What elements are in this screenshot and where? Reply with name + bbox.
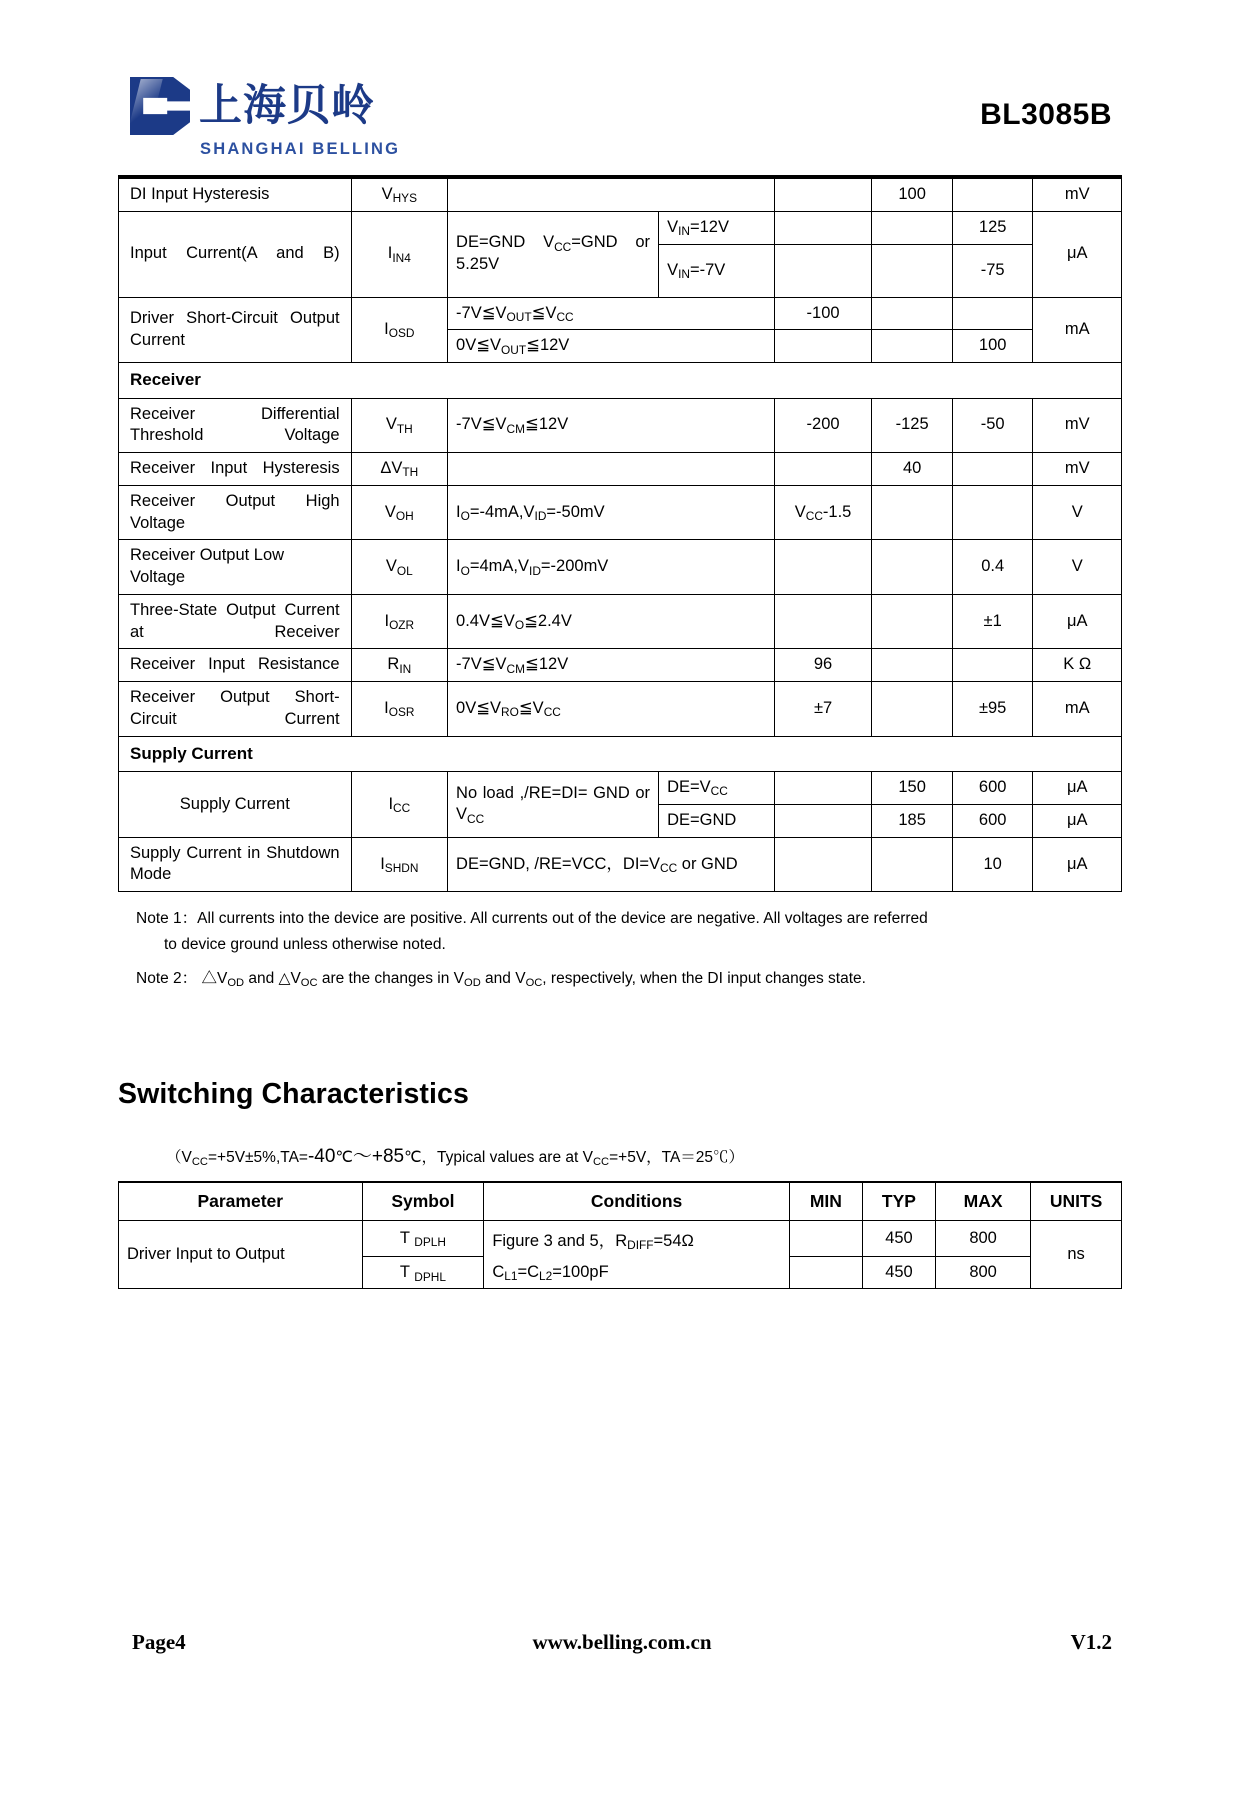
table-row: [119, 837, 1122, 892]
param-min: [774, 772, 872, 805]
page-header: [130, 55, 1120, 175]
param-units: μA: [1033, 211, 1122, 297]
param-conditions: $0V≦V_{OUT}≦12V$: [448, 330, 775, 363]
param-typ: 185: [872, 804, 953, 837]
param-max: [952, 649, 1033, 682]
table-row: [119, 297, 1122, 330]
footer-page-number: Page4: [132, 1630, 186, 1654]
column-header-typ: TYP: [862, 1182, 935, 1221]
param-min: [789, 1257, 862, 1289]
param-symbol: $V_{OL}$: [351, 540, 447, 595]
switching-characteristics-title: Switching Characteristics: [118, 1077, 469, 1110]
param-typ: 450: [862, 1257, 935, 1289]
param-symbol: $R_{IN}$: [351, 649, 447, 682]
logo-chinese-name: 上海贝岭: [199, 80, 375, 131]
param-typ: 40: [872, 453, 953, 486]
param-max: -75: [952, 244, 1033, 297]
param-units: mA: [1033, 682, 1122, 737]
param-symbol: $V_{TH}$: [351, 398, 447, 453]
switching-test-conditions: （$V_{CC}=+5V\pm 5\%,TA=-40℃\sim+85℃$，Typical values are at $V_{CC}=+5V$，TA＝25℃）: [166, 1145, 745, 1168]
param-units: mV: [1033, 178, 1122, 211]
notes-block: [118, 906, 1122, 992]
param-name: Receiver Output Low Voltage: [119, 540, 352, 595]
param-max: 600: [952, 772, 1033, 805]
param-name: Three-State Output Current at Receiver: [119, 594, 352, 649]
param-name: Driver Input to Output: [119, 1220, 363, 1289]
param-name: Supply Current in Shutdown Mode: [119, 837, 352, 892]
param-subcondition: DE=GND: [659, 804, 775, 837]
note-1-line-1: Note 1：All currents into the device are positive. All currents out of the device are negative. All voltages are referred: [136, 910, 928, 928]
switching-characteristics-table: [118, 1181, 1122, 1290]
param-symbol: $I_{CC}$: [351, 772, 447, 838]
param-units: mV: [1033, 398, 1122, 453]
param-max: -50: [952, 398, 1033, 453]
table-header-row: [119, 1182, 1122, 1221]
column-header-conditions: Conditions: [484, 1182, 790, 1221]
column-header-symbol: Symbol: [362, 1182, 484, 1221]
table-row: [119, 211, 1122, 244]
param-conditions: DE=GND, /RE=VCC，$DI=V_{CC}$ or GND: [448, 837, 775, 892]
param-max: 800: [935, 1257, 1030, 1289]
note-1-line-2: to device ground unless otherwise noted.: [164, 935, 446, 953]
param-typ: [872, 594, 953, 649]
param-min: [774, 178, 872, 211]
param-subcondition: $DE=V_{CC}$: [659, 772, 775, 805]
footer-website-url[interactable]: www.belling.com.cn: [532, 1630, 712, 1654]
param-units: μA: [1033, 804, 1122, 837]
electrical-characteristics-table: [118, 177, 1122, 892]
table-row: [119, 485, 1122, 540]
page-footer: [118, 1630, 1122, 1655]
param-conditions: $-7V≦V_{CM}≦12V$: [448, 398, 775, 453]
param-conditions: $C_{L1}=C_{L2}=100pF$: [484, 1257, 790, 1289]
param-max: 600: [952, 804, 1033, 837]
param-symbol: $I_{IN4}$: [351, 211, 447, 297]
param-max: 125: [952, 211, 1033, 244]
param-symbol: $I_{SHDN}$: [351, 837, 447, 892]
param-max: 100: [952, 330, 1033, 363]
param-units: V: [1033, 485, 1122, 540]
table-row: [119, 1220, 1122, 1257]
param-units: mV: [1033, 453, 1122, 486]
param-min: [774, 837, 872, 892]
logo-english-name: SHANGHAI BELLING: [200, 140, 401, 158]
param-typ: 100: [872, 178, 953, 211]
table-row: [119, 649, 1122, 682]
param-typ: [872, 540, 953, 595]
note-2: Note 2： $\triangle V_{OD}$ and $\triangle V_{OC}$ are the changes in $V_{OD}$ and $V_{OC}$, respectively, when the DI input changes state.: [136, 970, 866, 990]
column-header-max: MAX: [935, 1182, 1030, 1221]
param-name: Receiver Input Resistance: [119, 649, 352, 682]
param-max: [952, 297, 1033, 330]
param-conditions: $0.4V≦V_O≦2.4V$: [448, 594, 775, 649]
datasheet-page: [0, 55, 1240, 1809]
section-label: Supply Current: [119, 736, 1122, 771]
param-conditions: DE=GND $V_{CC}=GND$ or 5.25V: [448, 211, 659, 297]
param-symbol: T $_{DPHL}$: [362, 1257, 484, 1289]
param-min: [774, 330, 872, 363]
param-symbol: $I_{OSD}$: [351, 297, 447, 363]
param-max: [952, 485, 1033, 540]
param-min: [774, 540, 872, 595]
section-header-receiver: [119, 363, 1122, 398]
param-min: [774, 804, 872, 837]
section-header-supply-current: [119, 736, 1122, 771]
param-max: ±95: [952, 682, 1033, 737]
table-row: [119, 772, 1122, 805]
param-units: mA: [1033, 297, 1122, 363]
param-conditions: $-7V≦V_{OUT}≦V_{CC}$: [448, 297, 775, 330]
param-name: Supply Current: [119, 772, 352, 838]
table-row: [119, 398, 1122, 453]
param-symbol: $I_{OZR}$: [351, 594, 447, 649]
param-symbol: T $_{DPLH}$: [362, 1220, 484, 1257]
param-conditions: $I_O=4mA,V_{ID}=-200mV$: [448, 540, 775, 595]
param-symbol: $V_{HYS}$: [351, 178, 447, 211]
param-typ: [872, 682, 953, 737]
param-max: 0.4: [952, 540, 1033, 595]
part-number: BL3085B: [980, 98, 1112, 131]
param-max: [952, 453, 1033, 486]
param-typ: [872, 330, 953, 363]
param-min: ±7: [774, 682, 872, 737]
param-max: 800: [935, 1220, 1030, 1257]
param-conditions: No load ,/RE=DI= GND or $V_{CC}$: [448, 772, 659, 838]
param-name: Receiver Output High Voltage: [119, 485, 352, 540]
param-conditions: [448, 453, 775, 486]
param-units: μA: [1033, 594, 1122, 649]
param-conditions: $I_O=-4mA,V_{ID}=-50mV$: [448, 485, 775, 540]
param-symbol: $I_{OSR}$: [351, 682, 447, 737]
table-row: [119, 682, 1122, 737]
param-name: Receiver Differential Threshold Voltage: [119, 398, 352, 453]
column-header-parameter: Parameter: [119, 1182, 363, 1221]
param-min: [774, 453, 872, 486]
table-row: [119, 594, 1122, 649]
footer-version: V1.2: [1070, 1630, 1112, 1654]
param-typ: [872, 837, 953, 892]
param-typ: 450: [862, 1220, 935, 1257]
param-symbol: $\Delta V_{TH}$: [351, 453, 447, 486]
param-conditions: $-7V≦V_{CM}≦12V$: [448, 649, 775, 682]
belling-b-mark-icon: [130, 77, 190, 135]
param-units: μA: [1033, 772, 1122, 805]
param-conditions: Figure 3 and 5，$R_{DIFF}=54\Omega$: [484, 1220, 790, 1257]
param-symbol: $V_{OH}$: [351, 485, 447, 540]
table-row: [119, 453, 1122, 486]
section-label: Receiver: [119, 363, 1122, 398]
param-typ: [872, 649, 953, 682]
column-header-min: MIN: [789, 1182, 862, 1221]
param-max: ±1: [952, 594, 1033, 649]
param-min: [774, 211, 872, 244]
param-name: Receiver Output Short-Circuit Current: [119, 682, 352, 737]
param-max: 10: [952, 837, 1033, 892]
param-typ: 150: [872, 772, 953, 805]
param-typ: [872, 244, 953, 297]
table-row: [119, 540, 1122, 595]
param-max: [952, 178, 1033, 211]
param-min: -200: [774, 398, 872, 453]
param-min: [789, 1220, 862, 1257]
param-name: Input Current(A and B): [119, 211, 352, 297]
param-units: V: [1033, 540, 1122, 595]
param-min: 96: [774, 649, 872, 682]
company-logo: [130, 71, 400, 159]
param-subcondition: $V_{IN}=12V$: [659, 211, 775, 244]
param-typ: -125: [872, 398, 953, 453]
param-typ: [872, 297, 953, 330]
param-min: [774, 244, 872, 297]
param-name: DI Input Hysteresis: [119, 178, 352, 211]
param-conditions: $0V≦V_{RO}≦V_{CC}$: [448, 682, 775, 737]
column-header-units: UNITS: [1031, 1182, 1122, 1221]
param-conditions: [448, 178, 775, 211]
logo-row: [130, 77, 375, 135]
table-row: [119, 178, 1122, 211]
param-name: Receiver Input Hysteresis: [119, 453, 352, 486]
param-typ: [872, 485, 953, 540]
param-typ: [872, 211, 953, 244]
param-min: [774, 594, 872, 649]
param-units: ns: [1031, 1220, 1122, 1289]
param-name: Driver Short-Circuit Output Current: [119, 297, 352, 363]
param-units: K Ω: [1033, 649, 1122, 682]
param-min: -100: [774, 297, 872, 330]
param-min: $V_{CC}-1.5$: [774, 485, 872, 540]
param-units: μA: [1033, 837, 1122, 892]
param-subcondition: $V_{IN}=-7V$: [659, 244, 775, 297]
